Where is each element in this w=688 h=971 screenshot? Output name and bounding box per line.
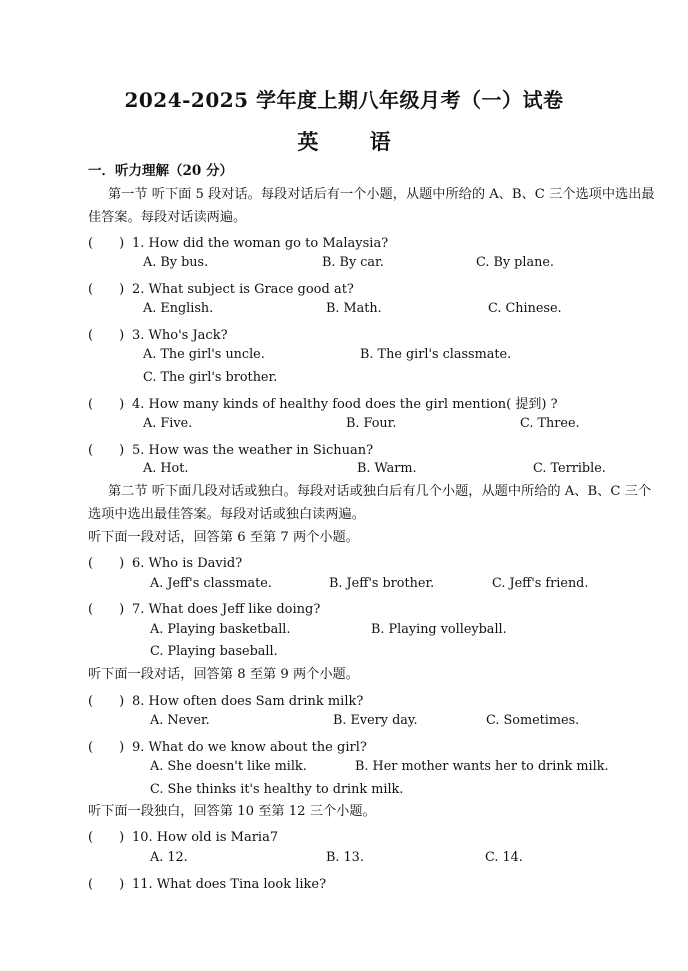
exam-subject: 英 语 (297, 129, 413, 154)
option-b: B. Math. (326, 301, 382, 316)
question-text: 10. How old is Maria7 (132, 830, 279, 845)
option-a: A. Never. (150, 713, 210, 728)
option-a: A. Five. (143, 416, 193, 431)
option-b: B. By car. (322, 255, 384, 270)
question-6 (88, 552, 242, 571)
answer-blank[interactable]: ( ) (88, 740, 125, 755)
option-c: C. Jeff's friend. (492, 576, 589, 591)
section2-instructions: 第二节 听下面几段对话或独白。每段对话或独白后有几个小题，从题中所给的 A、B、C 三个选项中选出最佳答案。每段对话或独白读两遍。 (88, 484, 652, 522)
option-c: C. The girl's brother. (143, 370, 278, 385)
answer-blank[interactable]: ( ) (88, 282, 125, 297)
note-q10-12: 听下面一段独白，回答第 10 至第 12 三个小题。 (88, 804, 376, 819)
section1-instructions: 第一节 听下面 5 段对话。每段对话后有一个小题，从题中所给的 A、B、C 三个选项中选出最佳答案。每段对话读两遍。 (88, 187, 655, 225)
question-4 (88, 393, 558, 412)
option-c: C. Chinese. (488, 301, 562, 316)
option-c: C. Playing baseball. (150, 644, 278, 659)
question-11 (88, 873, 326, 892)
option-b: B. 13. (326, 850, 364, 865)
option-b: B. Jeff's brother. (329, 576, 435, 591)
option-a: A. By bus. (143, 255, 209, 270)
option-b: B. Her mother wants her to drink milk. (355, 759, 609, 774)
option-a: A. The girl's uncle. (143, 347, 265, 362)
option-b: B. Four. (346, 416, 397, 431)
option-a: A. 12. (150, 850, 188, 865)
option-a: A. Hot. (143, 461, 189, 476)
option-c: C. Terrible. (533, 461, 606, 476)
question-text: 9. What do we know about the girl? (132, 740, 367, 755)
option-c: C. 14. (485, 850, 523, 865)
question-5 (88, 439, 373, 458)
question-text: 6. Who is David? (132, 556, 243, 571)
option-b: B. The girl's classmate. (360, 347, 512, 362)
question-text: 7. What does Jeff like doing? (132, 602, 321, 617)
exam-title: 2024-2025 学年度上期八年级月考（一）试卷 (124, 88, 564, 112)
question-text: 5. How was the weather in Sichuan? (132, 443, 374, 458)
answer-blank[interactable]: ( ) (88, 877, 125, 892)
note-q8-9: 听下面一段对话，回答第 8 至第 9 两个小题。 (88, 667, 359, 682)
question-1 (88, 232, 388, 251)
answer-blank[interactable]: ( ) (88, 443, 125, 458)
question-3 (88, 324, 228, 343)
option-a: A. Playing basketball. (150, 622, 291, 637)
part1-heading: 一．听力理解（20 分） (88, 163, 233, 179)
answer-blank[interactable]: ( ) (88, 236, 125, 251)
note-q6-7: 听下面一段对话，回答第 6 至第 7 两个小题。 (88, 530, 359, 545)
option-c: C. Sometimes. (486, 713, 580, 728)
option-b: B. Every day. (333, 713, 418, 728)
option-b: B. Warm. (357, 461, 417, 476)
option-b: B. Playing volleyball. (371, 622, 507, 637)
question-10 (88, 826, 278, 845)
option-a: A. She doesn't like milk. (150, 759, 307, 774)
answer-blank[interactable]: ( ) (88, 602, 125, 617)
question-text: 3. Who's Jack? (132, 328, 228, 343)
answer-blank[interactable]: ( ) (88, 694, 125, 709)
question-text: 2. What subject is Grace good at? (132, 282, 354, 297)
option-c: C. Three. (520, 416, 580, 431)
question-text: 11. What does Tina look like? (132, 877, 327, 892)
option-c: C. By plane. (476, 255, 554, 270)
question-7 (88, 598, 320, 617)
question-2 (88, 278, 354, 297)
option-c: C. She thinks it's healthy to drink milk. (150, 782, 404, 797)
question-text: 8. How often does Sam drink milk? (132, 694, 364, 709)
option-a: A. English. (143, 301, 214, 316)
answer-blank[interactable]: ( ) (88, 328, 125, 343)
answer-blank[interactable]: ( ) (88, 830, 125, 845)
question-text: 4. How many kinds of healthy food does the girl mention( 提到) ? (132, 397, 558, 412)
question-9 (88, 736, 367, 755)
question-8 (88, 690, 363, 709)
answer-blank[interactable]: ( ) (88, 397, 125, 412)
question-text: 1. How did the woman go to Malaysia? (132, 236, 389, 251)
option-a: A. Jeff's classmate. (150, 576, 272, 591)
answer-blank[interactable]: ( ) (88, 556, 125, 571)
